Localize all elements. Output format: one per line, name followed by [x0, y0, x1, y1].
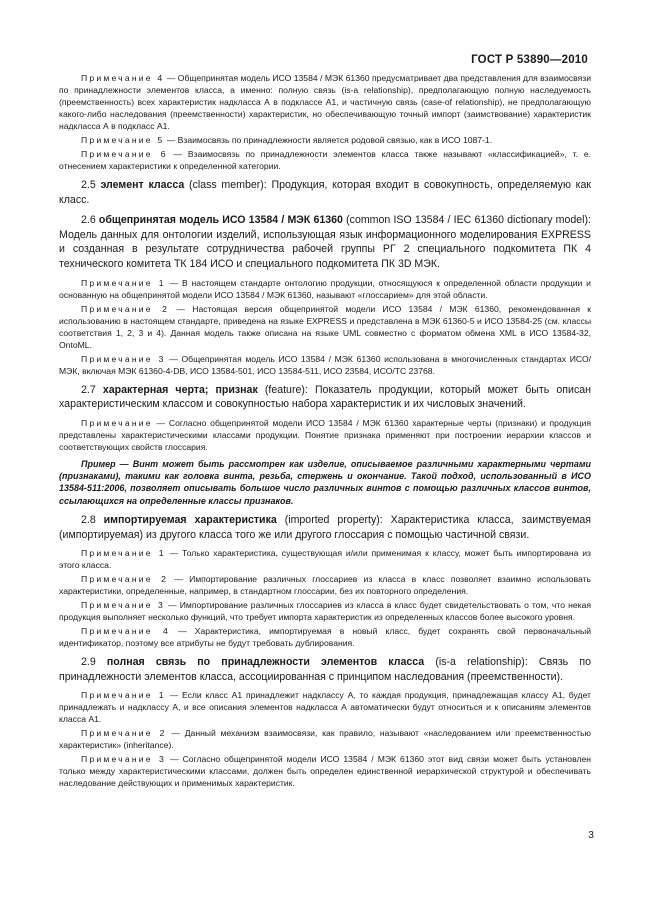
note-paragraph	[59, 303, 591, 351]
note-text: — Если класс А1 принадлежит надклассу А, то каждая продукция, принадлежащая классу А1, будет принадлежать и надклассу А, и все описания элементов надкласса А автоматически будут относиться и к описаниям элементов класса А1.	[59, 690, 591, 725]
note-label: Примечание 3	[81, 353, 166, 364]
term-definition	[59, 383, 591, 412]
term-text: (common ISO 13584 / IEC 61360 dictionary model): Модель данных для онтологии изделий, использующая язык информационного моделирования EXPRESS и созданная в результате сотрудничества рабочей группы РГ 2 специального подкомитета ПК 4 технического комитета ТК 184 ИСО и специального подкомитета ПК 3D МЭК.	[59, 214, 592, 270]
note-text: — Импортирование различных глоссариев из класса в класс позволяет взаимно использовать характеристики, определенные, например, в стандартном глоссарии, без их повторного определения.	[59, 574, 591, 597]
term-definition	[59, 213, 591, 271]
note-label: Примечание 3	[81, 754, 166, 765]
note-label: Примечание	[81, 417, 153, 428]
term-definition	[59, 655, 591, 684]
term-name: общепринятая модель ИСО 13584 / МЭК 61360	[98, 214, 343, 227]
note-text: — Согласно общепринятой модели ИСО 13584 / МЭК 61360 характерные черты (признаки) и продукция представлены характеристическими классами продукции. Понятие признака применяют при построении иерархии классов и соответствующих свойств глоссария.	[59, 417, 591, 452]
note-text: — Данный механизм взаимосвязи, как правило, называют «наследованием или преемственностью характеристик» (inheritance).	[59, 728, 591, 751]
note-text: — Только характеристика, существующая и/или применимая к классу, может быть импортирована из этого класса.	[59, 548, 591, 571]
term-number: 2.5	[81, 179, 101, 191]
term-number: 2.6	[81, 214, 99, 227]
term-text: (feature): Показатель продукции, который может быть описан характеристическим классом и совокупностью набора характеристик и их числовых значений.	[59, 383, 591, 411]
note-label: Примечание 3	[81, 600, 165, 611]
note-text: — Настоящая версия общепринятой модели ИСО 13584 / МЭК 61360, рекомендованная к использованию в настоящем стандарте, приведена на языке EXPRESS и представлена в МЭК 61360-5 и ИСО 13584-25 (см. классы соответствия 1, 2, 3 и 4). Данная модель также описана на языке UML совместно с форматом обмена XML в ИСО 13584-32, OntoML.	[59, 303, 591, 350]
note-label: Примечание 6	[81, 149, 168, 159]
term-name: элемент класса	[100, 179, 185, 191]
note-text: — Общепринятая модель ИСО 13584 / МЭК 61360 использована в многочисленных стандартах ИСО/МЭК, включая МЭК 61360-4-DB, ИСО 13584-501, ИСО 13584-511, ИСО 23584, ИСО/ТС 23768.	[59, 353, 592, 376]
note-label: Примечание 1	[81, 548, 166, 559]
example-label: Пример —	[81, 458, 129, 469]
term-number: 2.9	[81, 656, 107, 669]
note-text: — Общепринятая модель ИСО 13584 / МЭК 61360 предусматривает два представления для взаимосвязи по принадлежности элементов класса, а именно: полную связь (is-a relationship), предполагающую полную наследуемость (преемственность) всех характеристик надкласса А в подклассе А1, и частичную связь (case-of relationship), не предполагающую какого-либо наследования (преемственности) характеристик, но обеспечивающую точный импорт (заимствование) характеристик надкласса А в подкласс А1.	[59, 73, 592, 131]
note-paragraph	[59, 727, 591, 751]
note-paragraph	[59, 277, 591, 301]
term-number: 2.8	[81, 513, 104, 526]
term-name: импортируемая характеристика	[103, 513, 277, 526]
term-number: 2.7	[81, 383, 103, 396]
term-text: (is-a relationship): Связь по принадлежности элементов класса, ассоциированная с принципом наследования (преемственности).	[59, 656, 591, 683]
page-content	[59, 72, 591, 791]
note-paragraph	[59, 625, 591, 649]
note-text: — Взаимосвязь по принадлежности является родовой связью, как в ИСО 1087-1.	[164, 135, 493, 145]
note-paragraph	[59, 72, 591, 132]
example-text: Винт может быть рассмотрен как изделие, описываемое различными характерными чертами (признаками), такими как головка винта, резьба, стержень и окончание. Такой подход, использованный в ИСО 13584-511:2006, позволяет описывать большое число различных винтов с помощью различных классов винтов, ссылающихся на определенные классы признаков.	[59, 458, 591, 506]
term-name: характерная черта; признак	[102, 383, 258, 396]
note-text: — Импортирование различных глоссариев из класса в класс будет свидетельствовать о том, что некая продукция выполняет несколько функций, что требует импорта характеристик из определенных классов более высокого уровня.	[59, 600, 591, 623]
note-label: Примечание 1	[81, 690, 166, 701]
note-label: Примечание 4	[81, 73, 165, 83]
note-label: Примечание 2	[81, 728, 167, 739]
note-paragraph	[59, 547, 591, 571]
note-paragraph	[59, 753, 591, 789]
note-paragraph	[59, 417, 591, 453]
note-label: Примечание 2	[81, 303, 170, 314]
note-text: — Согласно общепринятой модели ИСО 13584 / МЭК 61360 этот вид связи может быть установлен только между характеристическими классами, должен быть определен единственной иерархической структурой и обеспечивать наследование действующих и применимых характеристик.	[59, 754, 591, 789]
example-paragraph	[59, 458, 591, 507]
note-text: — В настоящем стандарте онтологию продукции, относящуюся к определенной области продукции и основанную на общепринятой модели ИСО 13584 / МЭК 61360, называют «глоссарием» для этой области.	[59, 277, 591, 300]
note-paragraph	[59, 134, 591, 146]
note-paragraph	[59, 599, 591, 623]
note-label: Примечание 4	[81, 626, 171, 637]
term-definition	[59, 178, 591, 207]
note-text: — Взаимосвязь по принадлежности элементов класса также называют «классификацией», т. е. отнесением характеристики к определенной категории.	[59, 149, 591, 171]
page-number: 3	[588, 829, 594, 841]
note-paragraph	[59, 148, 591, 172]
note-paragraph	[59, 353, 591, 377]
term-text: (class member): Продукция, которая входит в совокупность, определяемую как класс.	[59, 179, 592, 206]
term-name: полная связь по принадлежности элементов класса	[106, 656, 425, 669]
note-label: Примечание 2	[81, 574, 169, 585]
term-text: (imported property): Характеристика класса, заимствуемая (импортируемая) из другого класса того же или другого глоссария с помощью частичной связи.	[59, 513, 592, 541]
document-header: ГОСТ Р 53890—2010	[471, 54, 588, 66]
note-paragraph	[59, 689, 591, 725]
note-paragraph	[59, 573, 591, 597]
note-label: Примечание 5	[81, 135, 165, 145]
note-text: — Характеристика, импортируемая в новый класс, будет сохранять свой первоначальный идентификатор, поэтому все атрибуты не будут требовать дублирования.	[59, 626, 592, 649]
term-definition	[59, 513, 591, 542]
note-label: Примечание 1	[81, 277, 166, 288]
